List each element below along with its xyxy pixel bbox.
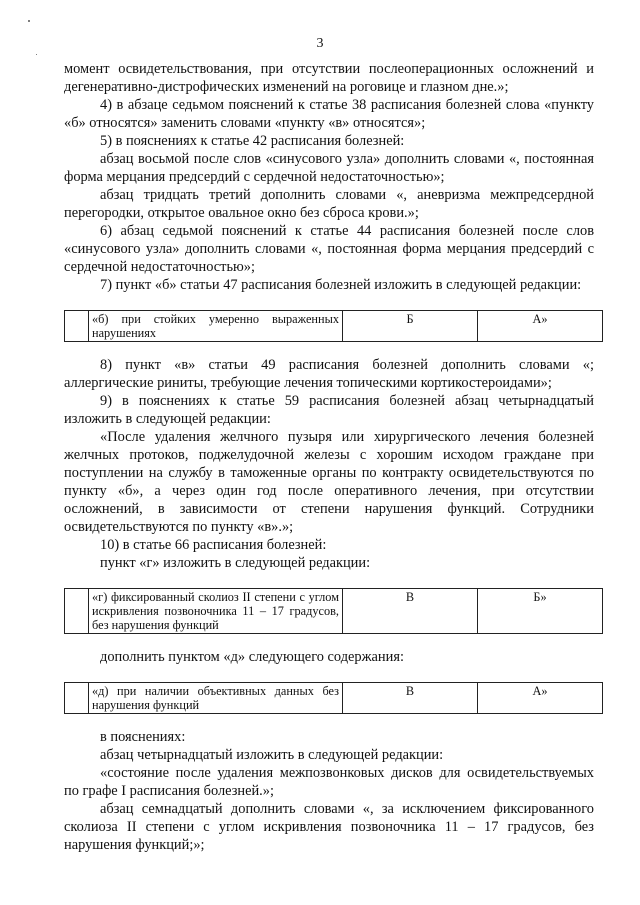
amendment-table-3 — [64, 682, 603, 714]
paragraph: абзац семнадцатый дополнить словами «, за исключением фиксированного сколиоза II степени с углом искривления позвоночника 11 – 17 градусов, без нарушения функций;»; — [64, 801, 594, 853]
paragraph: 9) в пояснениях к статье 59 расписания болезней абзац четырнадцатый изложить в следующей редакции: — [64, 393, 594, 427]
table-cell-category-b: А» — [478, 311, 603, 342]
paragraph: в пояснениях: — [100, 729, 186, 745]
paragraph: дополнить пунктом «д» следующего содержания: — [100, 649, 404, 665]
scan-speck — [28, 20, 30, 22]
table-cell-description: «г) фиксированный сколиоз II степени с углом искривления позвоночника 11 – 17 градусов, без нарушения функций — [89, 589, 343, 634]
table-row — [65, 589, 603, 634]
paragraph: 6) абзац седьмой пояснений к статье 44 расписания болезней после слов «синусового узла» дополнить словами «, постоянная форма мерцания предсердий с сердечной недостаточностью»; — [64, 223, 594, 275]
table-cell-category-a: В — [343, 683, 478, 714]
table-cell-description: «б) при стойких умеренно выраженных нарушениях — [89, 311, 343, 342]
paragraph: абзац четырнадцатый изложить в следующей редакции: — [100, 747, 444, 763]
table-cell-category-b: Б» — [478, 589, 603, 634]
table-cell-category-a: Б — [343, 311, 478, 342]
document-body — [64, 60, 594, 854]
table-cell-description: «д) при наличии объективных данных без нарушения функций — [89, 683, 343, 714]
paragraph: 5) в пояснениях к статье 42 расписания болезней: — [100, 133, 405, 149]
paragraph: абзац тридцать третий дополнить словами «, аневризма межпредсердной перегородки, открытое овальное окно без сброса крови.»; — [64, 187, 594, 221]
table-row — [65, 311, 603, 342]
table-cell-empty — [65, 589, 89, 634]
paragraph: 10) в статье 66 расписания болезней: — [100, 537, 327, 553]
paragraph: пункт «г» изложить в следующей редакции: — [100, 555, 371, 571]
amendment-table-2 — [64, 588, 603, 634]
paragraph: 8) пункт «в» статьи 49 расписания болезней дополнить словами «; аллергические риниты, требующие лечения топическими кортикостероидами»; — [64, 357, 594, 391]
amendment-table-1 — [64, 310, 603, 342]
paragraph: «После удаления желчного пузыря или хирургического лечения болезней желчных протоков, поджелудочной железы с хорошим исходом граждане при поступлении на службу в таможенные органы по контракту освидетельствуются по пункту «б», а через один год после оперативного лечения, при отсутствии осложнений, в зависимости от степени нарушения функций. Сотрудники освидетельствуются по пункту «в».»; — [64, 429, 594, 535]
table-cell-category-b: А» — [478, 683, 603, 714]
paragraph: абзац восьмой после слов «синусового узла» дополнить словами «, постоянная форма мерцания предсердий с сердечной недостаточностью»; — [64, 151, 594, 185]
table-cell-empty — [65, 683, 89, 714]
page-number: 3 — [316, 36, 324, 51]
table-cell-category-a: В — [343, 589, 478, 634]
paragraph: 4) в абзаце седьмом пояснений к статье 38 расписания болезней слова «пункту «б» относятся» заменить словами «пункту «в» относятся»; — [64, 97, 594, 131]
paragraph: момент освидетельствования, при отсутствии послеоперационных осложнений и дегенеративно-дистрофических изменений на роговице и глазном дне.»; — [64, 61, 594, 95]
scan-speck — [36, 54, 37, 55]
table-cell-empty — [65, 311, 89, 342]
paragraph: «состояние после удаления межпозвонковых дисков для освидетельствуемых по графе I расписания болезней.»; — [64, 765, 594, 799]
table-row — [65, 683, 603, 714]
paragraph: 7) пункт «б» статьи 47 расписания болезней изложить в следующей редакции: — [100, 277, 582, 293]
